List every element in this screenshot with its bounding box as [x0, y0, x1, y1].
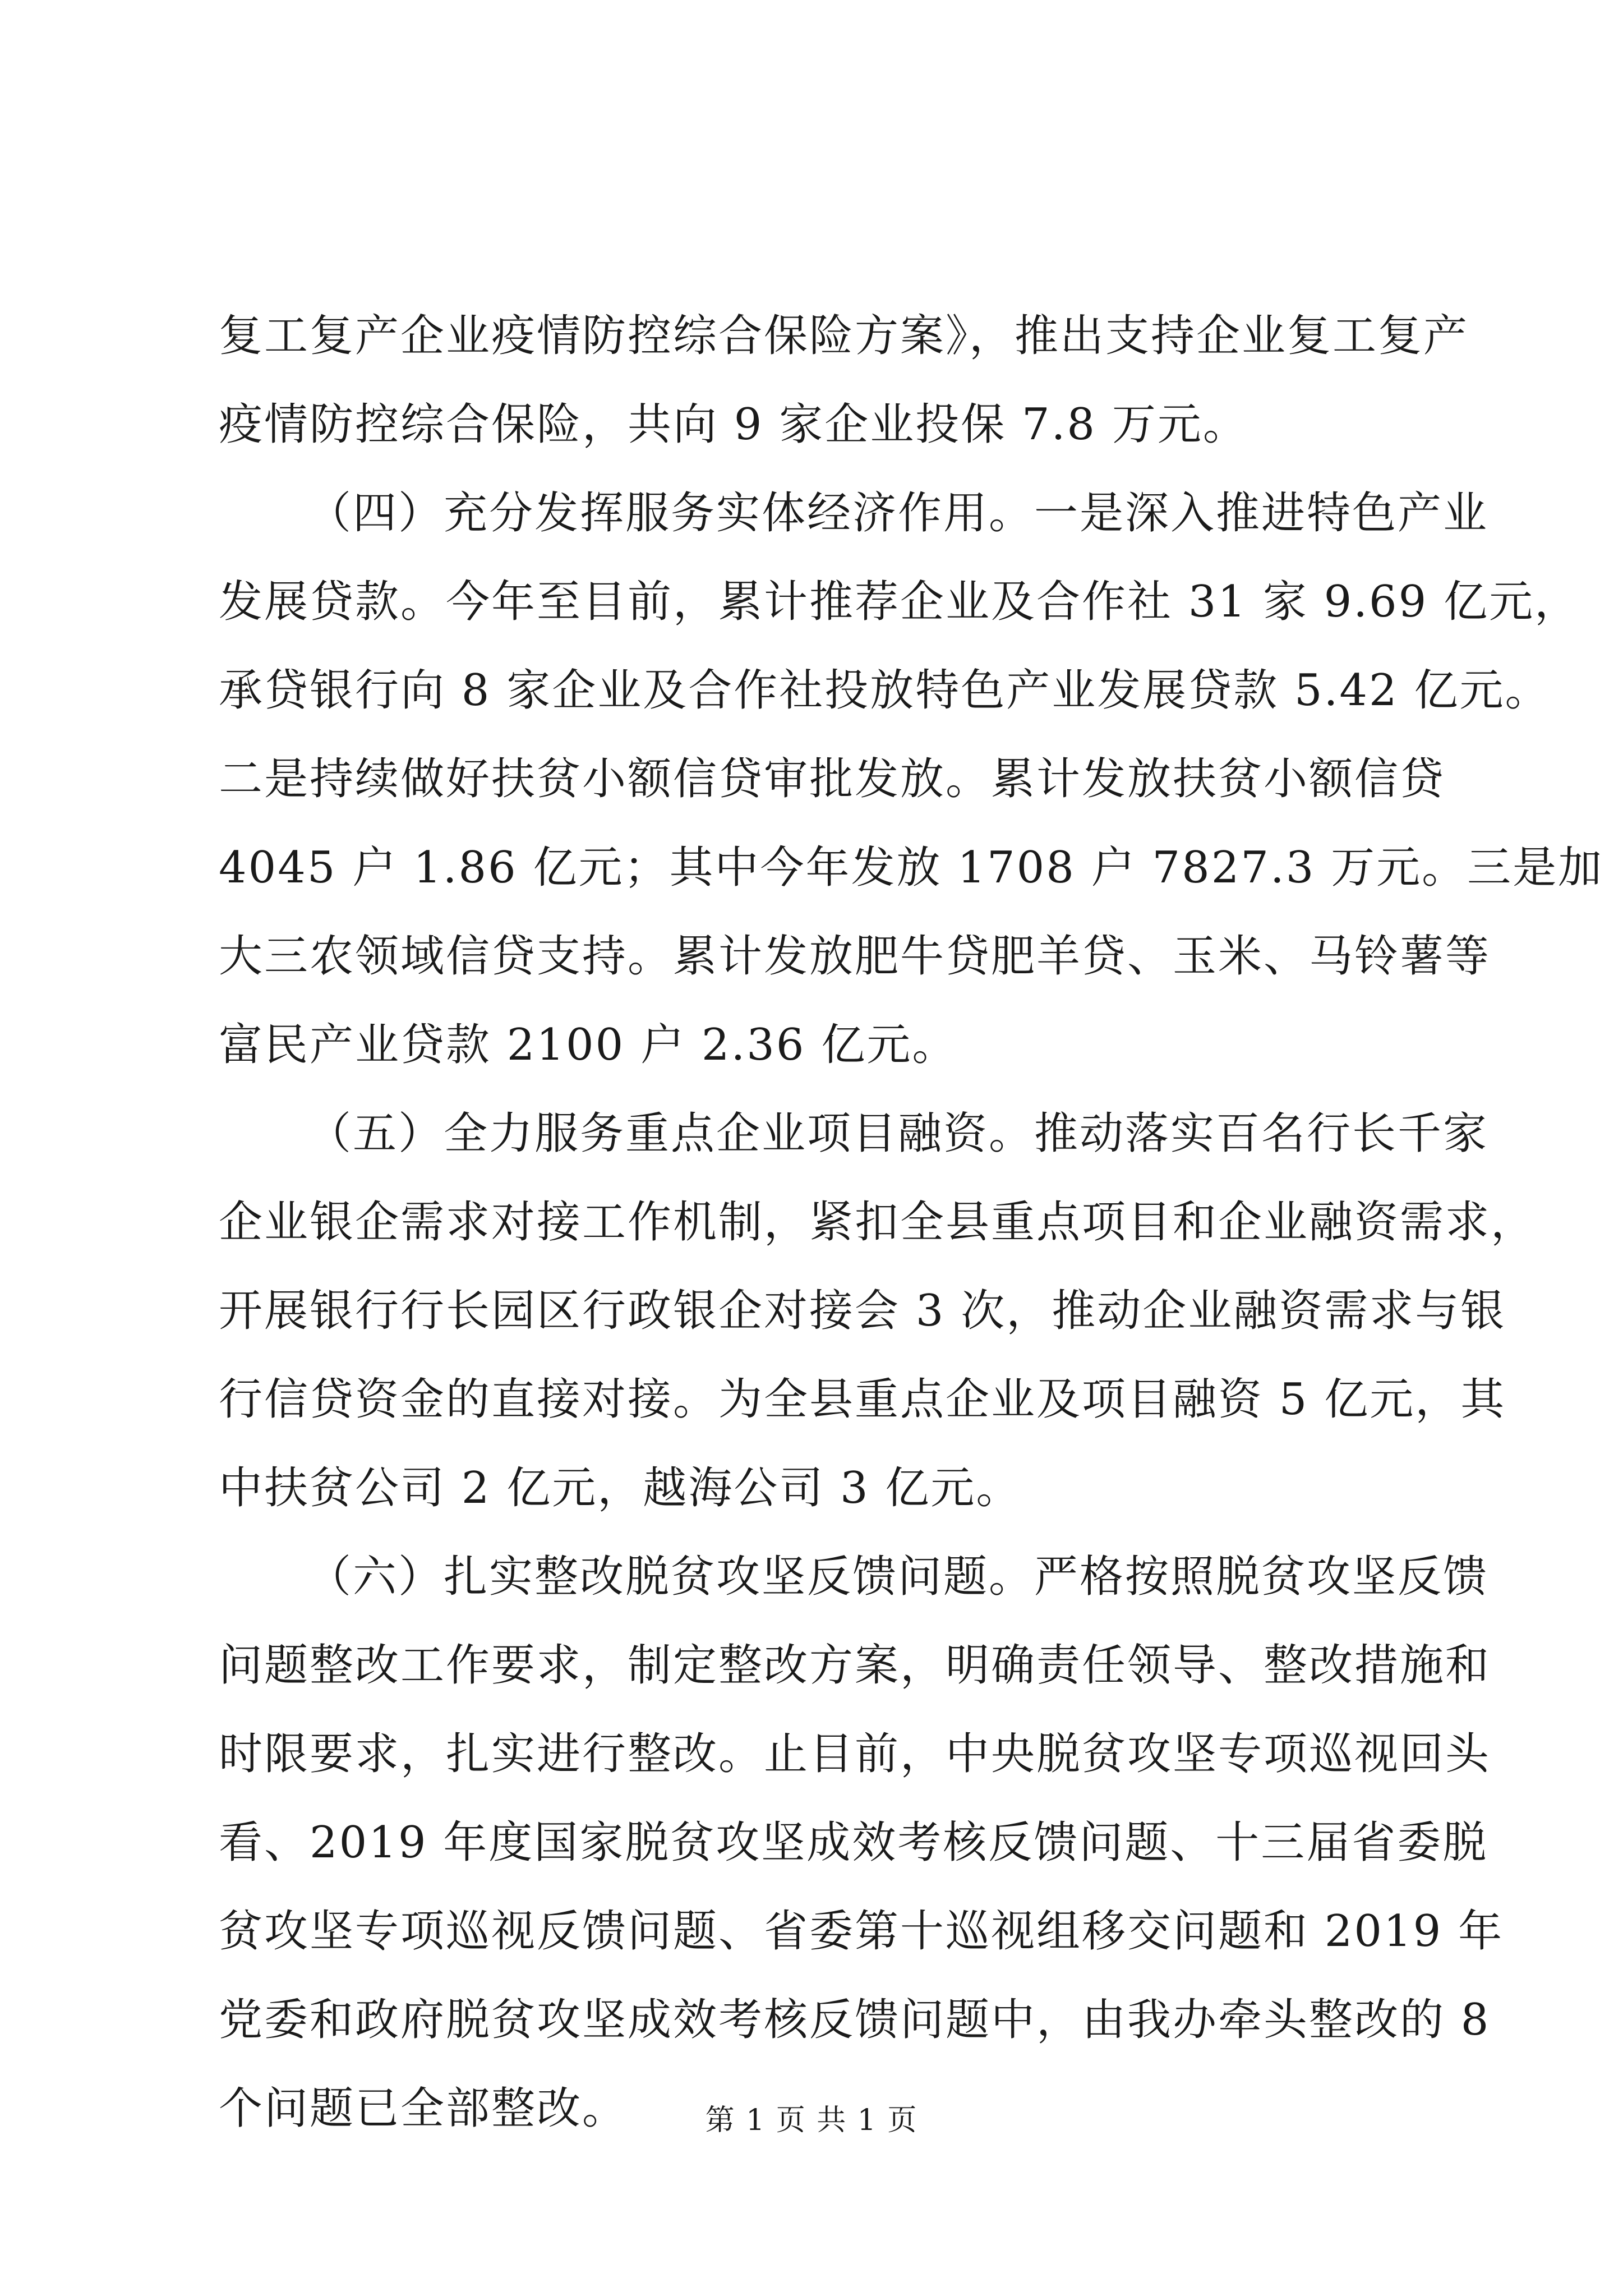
text-line: 开展银行行长园区行政银企对接会 3 次，推动企业融资需求与银 [219, 1286, 1506, 1336]
text-line: 企业银企需求对接工作机制，紧扣全县重点项目和企业融资需求， [219, 1197, 1537, 1248]
text-line: 问题整改工作要求，制定整改方案，明确责任领导、整改措施和 [219, 1640, 1491, 1691]
text-line: 承贷银行向 8 家企业及合作社投放特色产业发展贷款 5.42 亿元。 [219, 665, 1551, 716]
page-footer [0, 2101, 1623, 2140]
text-line: 疫情防控综合保险，共向 9 家企业投保 7.8 万元。 [219, 399, 1248, 450]
page-number: 第 1 页 共 1 页 [705, 2104, 918, 2137]
text-line: 4045 户 1.86 亿元；其中今年发放 1708 户 7827.3 万元。三是加 [219, 843, 1604, 893]
text-line: 中扶贫公司 2 亿元，越海公司 3 亿元。 [219, 1463, 1022, 1513]
text-line: 发展贷款。今年至目前，累计推荐企业及合作社 31 家 9.69 亿元， [219, 577, 1580, 627]
section-heading-line: （四）充分发挥服务实体经济作用。一是深入推进特色产业 [307, 488, 1489, 539]
document-body [219, 292, 1604, 2153]
text-line: 二是持续做好扶贫小额信贷审批发放。累计发放扶贫小额信贷 [219, 754, 1446, 804]
text-line: 复工复产企业疫情防控综合保险方案》，推出支持企业复工复产 [219, 311, 1469, 361]
text-line: 行信贷资金的直接对接。为全县重点企业及项目融资 5 亿元，其 [219, 1374, 1506, 1425]
text-line: 时限要求，扎实进行整改。止目前，中央脱贫攻坚专项巡视回头 [219, 1729, 1491, 1779]
section-heading-line: （五）全力服务重点企业项目融资。推动落实百名行长千家 [307, 1108, 1489, 1159]
section-heading-line: （六）扎实整改脱贫攻坚反馈问题。严格按照脱贫攻坚反馈 [307, 1552, 1489, 1602]
text-line: 富民产业贷款 2100 户 2.36 亿元。 [219, 1020, 958, 1070]
text-line: 党委和政府脱贫攻坚成效考核反馈问题中，由我办牵头整改的 8 [219, 1995, 1491, 2045]
text-line: 贫攻坚专项巡视反馈问题、省委第十巡视组移交问题和 2019 年 [219, 1906, 1504, 1957]
text-line: 看、2019 年度国家脱贫攻坚成效考核反馈问题、十三届省委脱 [219, 1818, 1488, 1868]
text-line: 大三农领域信贷支持。累计发放肥牛贷肥羊贷、玉米、马铃薯等 [219, 931, 1491, 982]
text-line: 个问题已全部整改。 [219, 2083, 628, 2134]
